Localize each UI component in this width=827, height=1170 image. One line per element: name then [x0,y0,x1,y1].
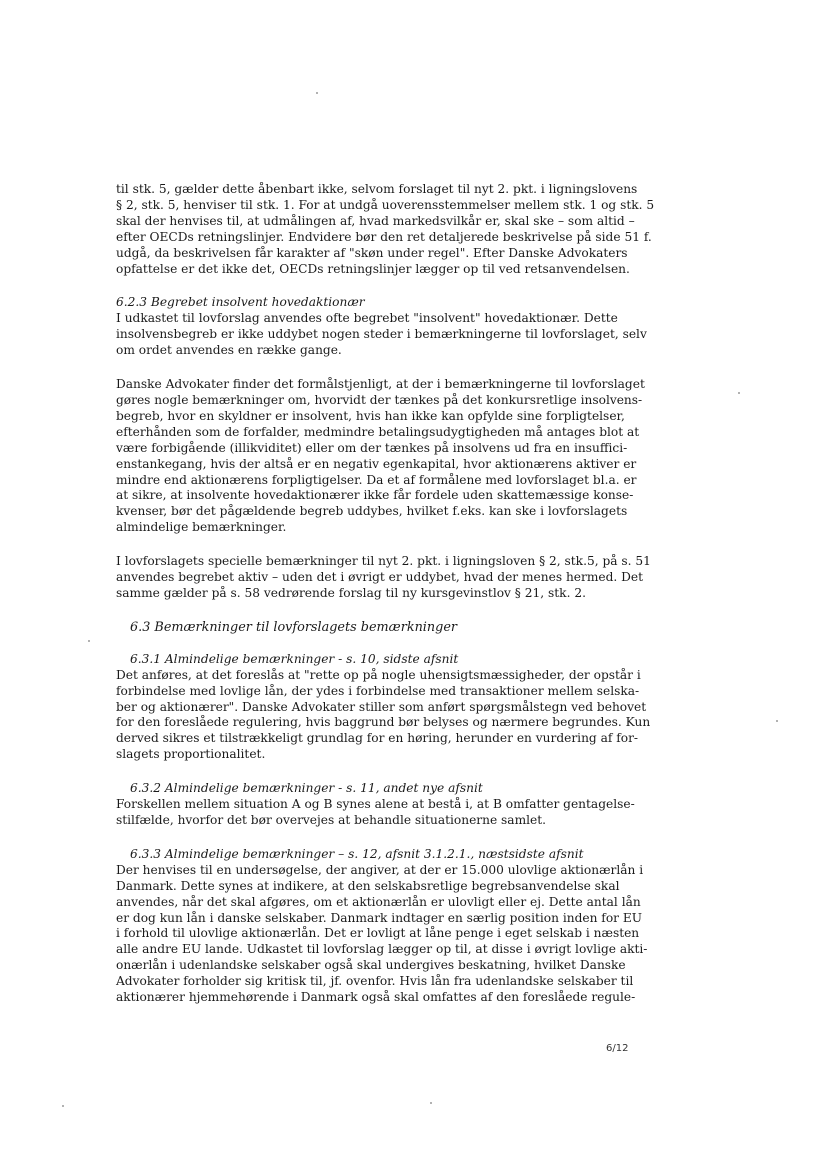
section-heading-6-3: 6.3 Bemærkninger til lovforslagets bemærkninger [130,619,458,635]
text-line: Forskellen mellem situation A og B synes alene at bestå i, at B omfatter gentagelse- [116,797,635,812]
text-line: til stk. 5, gælder dette åbenbart ikke, selvom forslaget til nyt 2. pkt. i ligningslovens [116,182,638,196]
text-line: slagets proportionalitet. [116,747,266,762]
text-line: skal der henvises til, at udmålingen af, hvad markedsvilkår er, skal ske – som altid – [116,213,635,228]
scan-speck [776,720,778,722]
document-body [116,182,655,1006]
section-6-3-3-paragraph [116,862,648,1006]
scan-speck [316,92,318,94]
text-line: begreb, hvor en skyldner er insolvent, hvis han ikke kan opfylde sine forpligtelser, [116,408,625,423]
section-6-3-1-paragraph [116,667,651,763]
text-line: i forhold til ulovlige aktionærlån. Det er lovligt at låne penge i eget selskab i næsten [116,926,640,941]
text-line: gøres nogle bemærkninger om, hvorvidt der tænkes på det konkursretlige insolvens- [116,392,643,407]
text-line: mindre end aktionærens forpligtigelser. Da et af formålene med lovforslaget bl.a. er [116,472,637,487]
text-line: er dog kun lån i danske selskaber. Danmark indtager en særlig position inden for EU [116,910,643,925]
text-line: for den foreslåede regulering, hvis baggrund bør belyses og nærmere begrundes. Kun [116,715,651,730]
text-line: I udkastet til lovforslag anvendes ofte begrebet "insolvent" hovedaktionær. Dette [116,311,618,326]
intro-paragraph [116,182,655,277]
text-line: onærlån i udenlandske selskaber også skal undergives beskatning, hvilket Danske [116,958,626,973]
text-line: Danmark. Dette synes at indikere, at den selskabsretlige begrebsanvendelse skal [116,878,620,893]
section-6-3-2-paragraph [116,797,635,829]
page-number: 6/12 [606,1043,629,1054]
text-line: kvenser, bør det pågældende begreb uddybes, hvilket f.eks. kan ske i lovforslagets [116,504,628,519]
text-line: anvendes, når det skal afgøres, om et aktionærlån er ulovligt eller ej. Dette antal lån [116,894,641,909]
section-heading-6-2-3: 6.2.3 Begrebet insolvent hovedaktionær [116,295,365,310]
text-line: alle andre EU lande. Udkastet til lovforslag lægger op til, at disse i øvrigt lovlige akti- [116,942,648,957]
text-line: ber og aktionærer". Danske Advokater stiller som anført spørgsmålstegn ved behovet [116,699,647,714]
text-line: aktionærer hjemmehørende i Danmark også skal omfattes af den foreslåede regule- [116,990,636,1005]
text-line: anvendes begrebet aktiv – uden det i øvrigt er uddybet, hvad der menes hermed. Det [116,570,644,585]
section-heading-6-3-1: 6.3.1 Almindelige bemærkninger - s. 10, sidste afsnit [130,651,459,666]
text-line: enstankegang, hvis der altså er en negativ egenkapital, hvor aktionærens aktiver er [116,456,637,471]
text-line: I lovforslagets specielle bemærkninger til nyt 2. pkt. i ligningsloven § 2, stk.5, på s. 51 [116,554,651,569]
section-6-2-3-paragraph-3 [116,554,651,602]
scan-speck [430,1102,432,1104]
text-line: være forbigående (illikviditet) eller om der tænkes på insolvens ud fra en insuffici- [116,440,628,455]
text-line: udgå, da beskrivelsen får karakter af "skøn under regel". Efter Danske Advokaters [116,245,628,260]
section-heading-6-3-2: 6.3.2 Almindelige bemærkninger - s. 11, andet nye afsnit [130,781,483,796]
text-line: § 2, stk. 5, henviser til stk. 1. For at undgå uoverensstemmelser mellem stk. 1 og stk. 5 [116,197,655,212]
text-line: Der henvises til en undersøgelse, der angiver, at der er 15.000 ulovlige aktionærlån i [116,862,644,877]
text-line: opfattelse er det ikke det, OECDs retningslinjer lægger op til ved retsanvendelsen. [116,261,630,276]
text-line: insolvensbegreb er ikke uddybet nogen steder i bemærkningerne til lovforslaget, selv [116,327,647,342]
section-6-2-3-paragraph-1 [116,311,647,359]
text-line: efterhånden som de forfalder, medmindre betalingsudygtigheden må antages blot at [116,424,640,439]
text-line: samme gælder på s. 58 vedrørende forslag til ny kursgevinstlov § 21, stk. 2. [116,585,586,600]
text-line: Det anføres, at det foreslås at "rette op på nogle uhensigtsmæssigheder, der opstår i [116,667,641,682]
scan-speck [88,640,90,642]
text-line: stilfælde, hvorfor det bør overvejes at behandle situationerne samlet. [116,813,547,827]
text-line: efter OECDs retningslinjer. Endvidere bør den ret detaljerede beskrivelse på side 51 f. [116,229,652,244]
text-line: almindelige bemærkninger. [116,520,287,535]
text-line: forbindelse med lovlige lån, der ydes i forbindelse med transaktioner mellem selska- [116,683,640,698]
scan-speck [62,1105,64,1107]
text-line: derved sikres et tilstrækkeligt grundlag for en høring, herunder en vurdering af for- [116,731,639,746]
text-line: Advokater forholder sig kritisk til, jf. ovenfor. Hvis lån fra udenlandske selskaber til [116,974,634,989]
text-line: Danske Advokater finder det formålstjenligt, at der i bemærkningerne til lovforslaget [116,377,645,392]
section-heading-6-3-3: 6.3.3 Almindelige bemærkninger – s. 12, afsnit 3.1.2.1., næstsidste afsnit [130,846,584,861]
text-line: at sikre, at insolvente hovedaktionærer ikke får fordele uden skattemæssige konse- [116,488,634,503]
text-line: om ordet anvendes en række gange. [116,343,342,358]
scan-speck [738,392,740,394]
section-6-2-3-paragraph-2 [116,377,645,536]
